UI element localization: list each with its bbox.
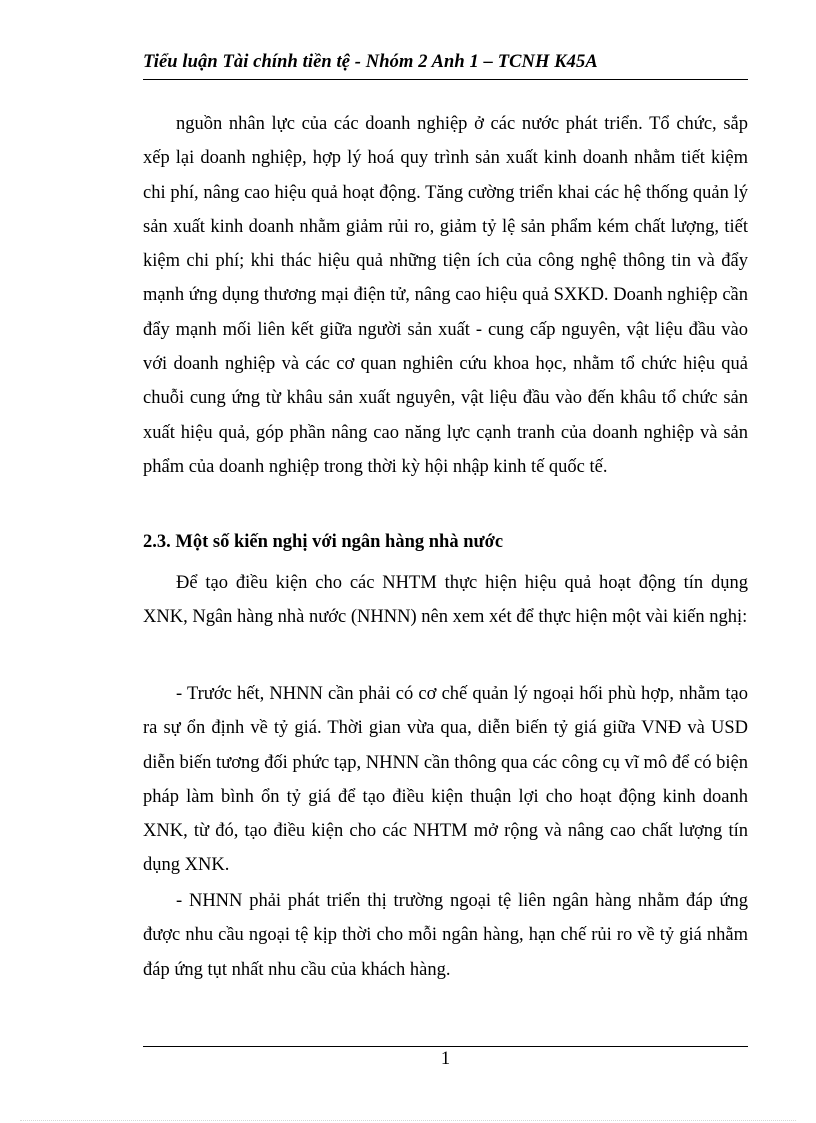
- paragraph-recommendation-2: - NHNN phải phát triển thị trường ngoại tệ liên ngân hàng nhằm đáp ứng được nhu cầu ngoại tệ kịp thời cho mỗi ngân hàng, hạn chế rủi ro về tỷ giá nhằm đáp ứng tụt nhất nhu cầu của khách hàng.: [143, 891, 748, 980]
- paragraph-intro: Để tạo điều kiện cho các NHTM thực hiện hiệu quả hoạt động tín dụng XNK, Ngân hàng nhà nước (NHNN) nên xem xét để thực hiện một vài kiến nghị:: [143, 573, 748, 628]
- header-rule: [143, 79, 748, 80]
- paragraph-recommendation-1: - Trước hết, NHNN cần phải có cơ chế quản lý ngoại hối phù hợp, nhằm tạo ra sự ổn định về tỷ giá. Thời gian vừa qua, diễn biến tỷ giá giữa VNĐ và USD diễn biến tương đối phức tạp, NHNN cần thông qua các công cụ vĩ mô để có biện pháp làm bình ổn tỷ giá để tạo điều kiện thuận lợi cho hoạt động kinh doanh XNK, từ đó, tạo điều kiện cho các NHTM mở rộng và nâng cao chất lượng tín dụng XNK.: [143, 684, 748, 876]
- section-heading: 2.3. Một số kiến nghị với ngân hàng nhà nước: [143, 532, 504, 552]
- page-header: [143, 50, 748, 80]
- paragraph-continuation: nguồn nhân lực của các doanh nghiệp ở các nước phát triển. Tổ chức, sắp xếp lại doanh nghiệp, hợp lý hoá quy trình sản xuất kinh doanh nhằm tiết kiệm chi phí, nâng cao hiệu quả hoạt động. Tăng cường triển khai các hệ thống quản lý sản xuất kinh doanh nhằm giảm rủi ro, giảm tỷ lệ sản phẩm kém chất lượng, tiết kiệm chi phí; khi thác hiệu quả những tiện ích của công nghệ thông tin và đẩy mạnh ứng dụng thương mại điện tử, nâng cao hiệu quả SXKD. Doanh nghiệp cần đẩy mạnh mối liên kết giữa người sản xuất - cung cấp nguyên, vật liệu đầu vào với doanh nghiệp và các cơ quan nghiên cứu khoa học, nhằm tổ chức hiệu quả chuỗi cung ứng từ khâu sản xuất nguyên, vật liệu đầu vào đến khâu tổ chức sản xuất hiệu quả, góp phần nâng cao năng lực cạnh tranh của doanh nghiệp và sản phẩm của doanh nghiệp trong thời kỳ hội nhập kinh tế quốc tế.: [143, 114, 748, 477]
- page-edge: [20, 1120, 796, 1121]
- page-number: 1: [440, 1049, 451, 1069]
- header-title: Tiểu luận Tài chính tiền tệ - Nhóm 2 Anh 1 – TCNH K45A: [143, 52, 598, 72]
- footer-rule: [143, 1046, 748, 1047]
